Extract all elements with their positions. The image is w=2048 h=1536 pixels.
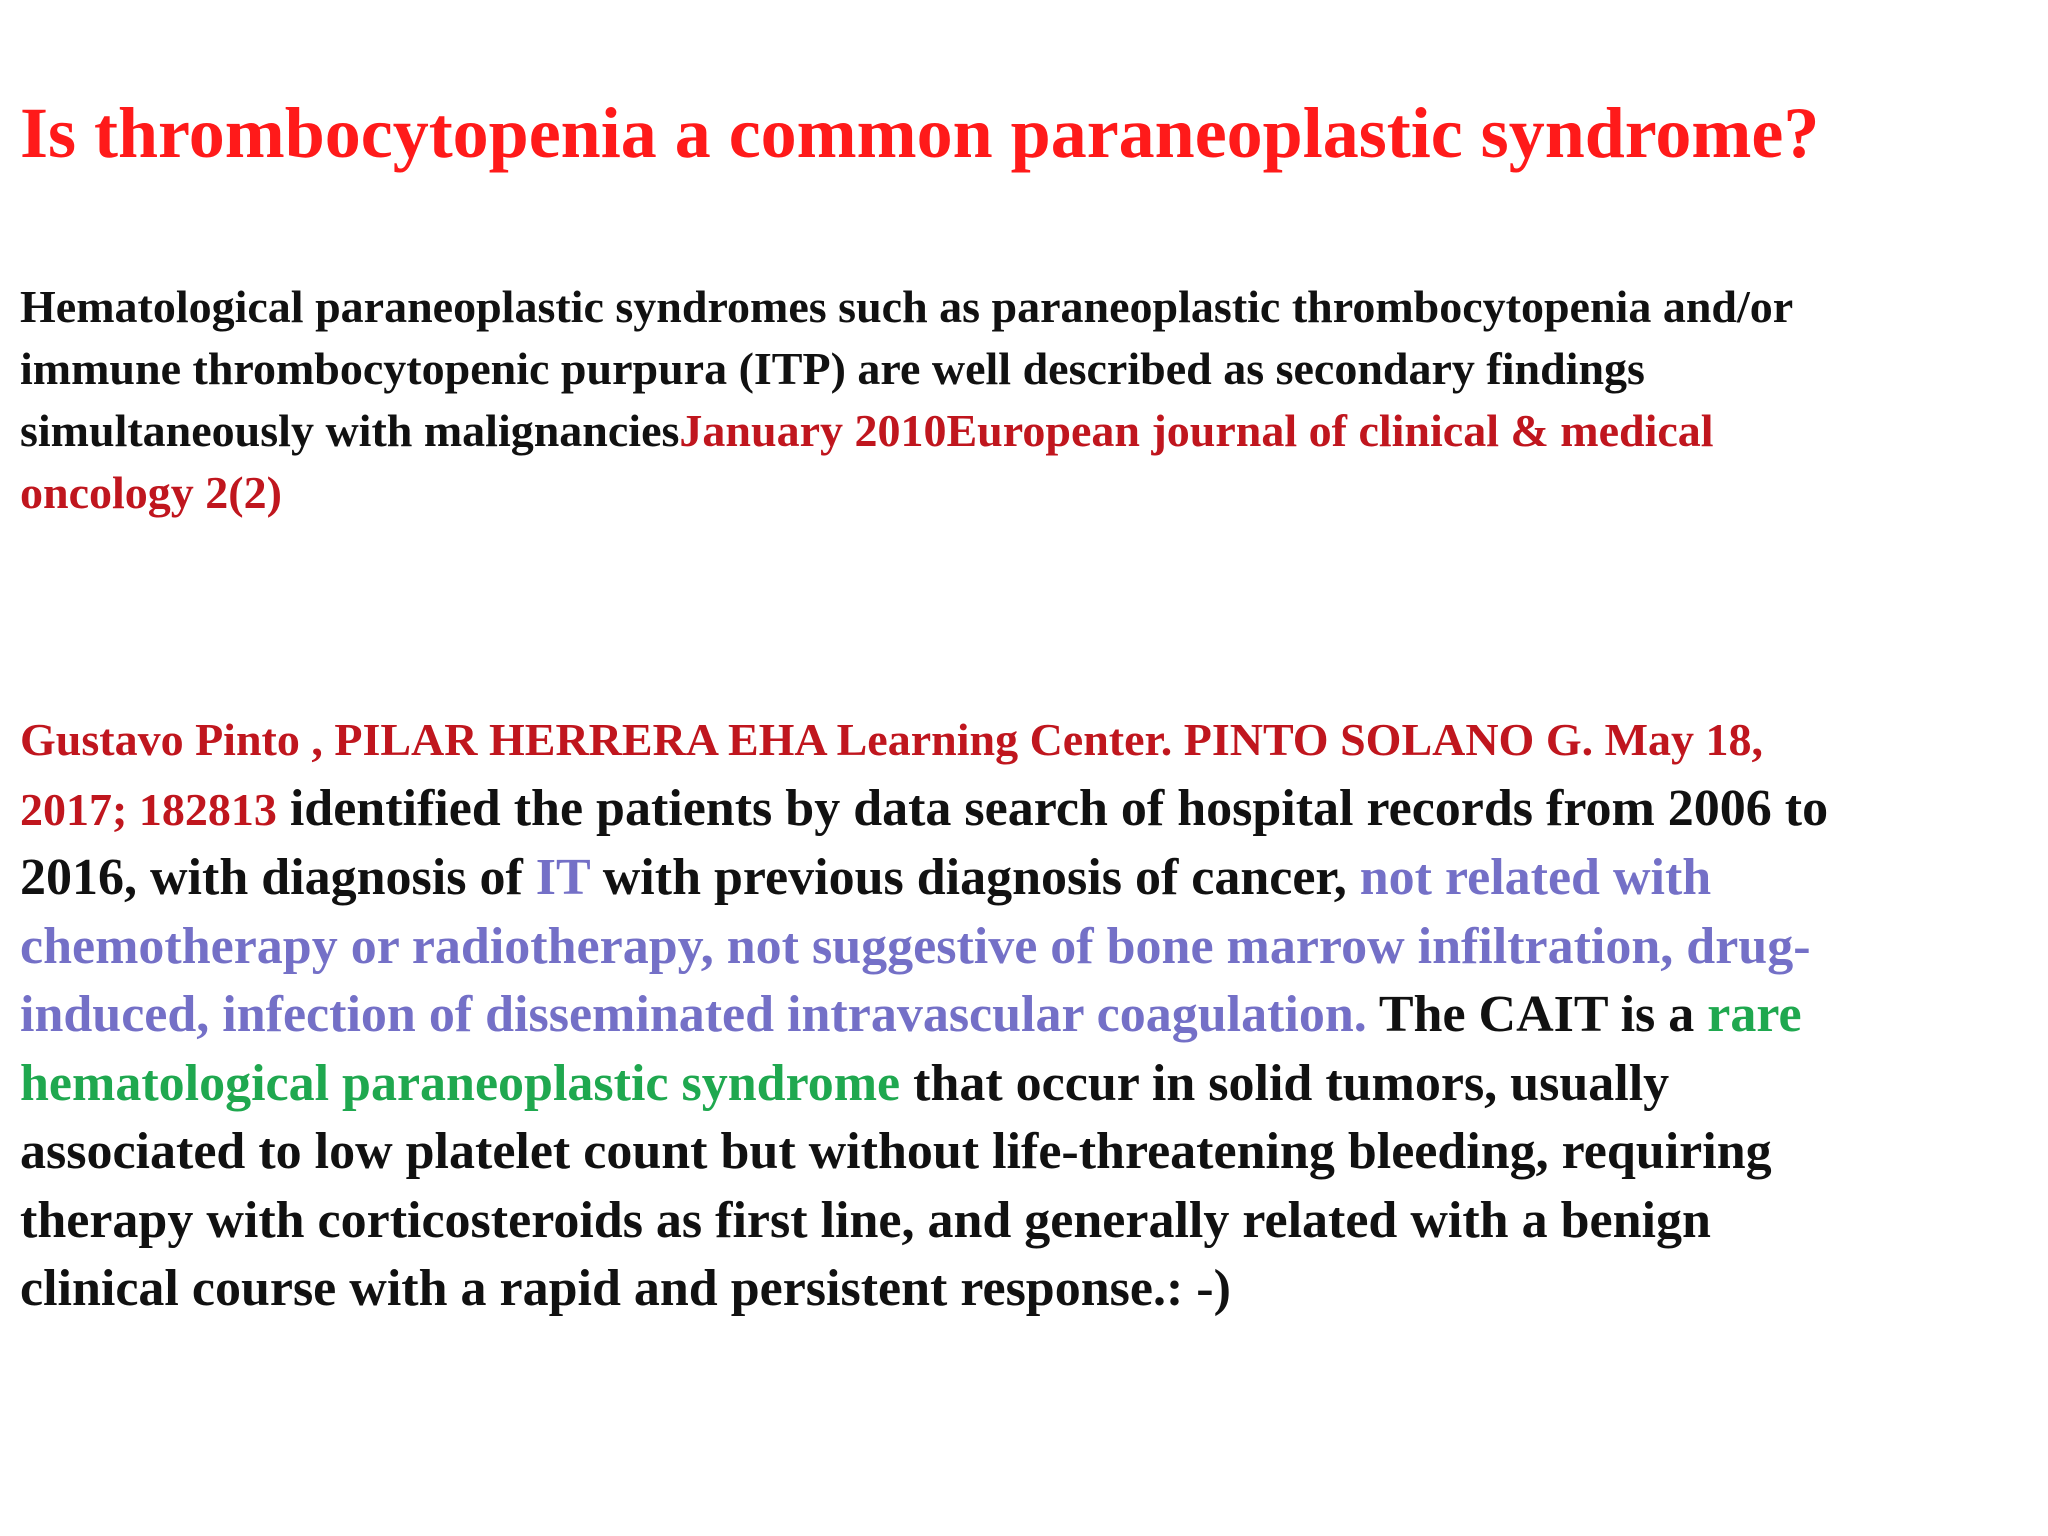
study-line-2: [20, 775, 2040, 845]
intro-line-3: [20, 400, 2030, 462]
study-line-3: [20, 844, 2040, 913]
study-text: with previous diagnosis of cancer,: [589, 849, 1360, 906]
exclusion-criteria-cont: chemotherapy or radiotherapy, not suggestive of bone marrow infiltration, drug-: [20, 917, 1811, 975]
study-line-8: therapy with corticosteroids as first line, and generally related with a benign: [20, 1191, 1711, 1249]
study-text: that occur in solid tumors, usually: [900, 1054, 1670, 1112]
exclusion-criteria: not related with: [1359, 849, 1712, 906]
intro-line-1: Hematological paraneoplastic syndromes such as paraneoplastic thrombocytopenia and/or: [20, 281, 1794, 332]
exclusion-criteria-end: induced, infection of disseminated intravascular coagulation.: [20, 986, 1367, 1043]
journal-citation: January 2010European journal of clinical & medical: [679, 405, 1714, 456]
study-text: 2016, with diagnosis of: [20, 849, 536, 906]
study-line-6: [20, 1050, 2040, 1119]
study-paragraph: [20, 706, 2040, 1324]
intro-text: simultaneously with malignancies: [20, 405, 680, 456]
it-term: IT: [535, 849, 590, 906]
authors-citation: Gustavo Pinto , PILAR HERRERA EHA Learning Center. PINTO SOLANO G. May 18,: [20, 714, 1764, 765]
study-text: The CAIT is a: [1366, 986, 1708, 1043]
study-line-9: clinical course with a rapid and persistent response.: -): [20, 1260, 1231, 1317]
intro-paragraph: [20, 276, 2030, 524]
study-line-7: associated to low platelet count but without life-threatening bleeding, requiring: [20, 1123, 1772, 1180]
highlight-term: rare: [1707, 986, 1802, 1043]
study-line-5: [20, 981, 2040, 1050]
reference-number: 2017; 182813: [20, 783, 277, 835]
intro-line-2: immune thrombocytopenic purpura (ITP) are well described as secondary findings: [20, 343, 1645, 394]
slide-title: Is thrombocytopenia a common paraneoplastic syndrome?: [20, 93, 1820, 173]
highlight-term-cont: hematological paraneoplastic syndrome: [20, 1054, 901, 1112]
study-text: identified the patients by data search of hospital records from 2006 to: [276, 779, 1829, 837]
journal-citation-cont: oncology 2(2): [20, 467, 282, 518]
